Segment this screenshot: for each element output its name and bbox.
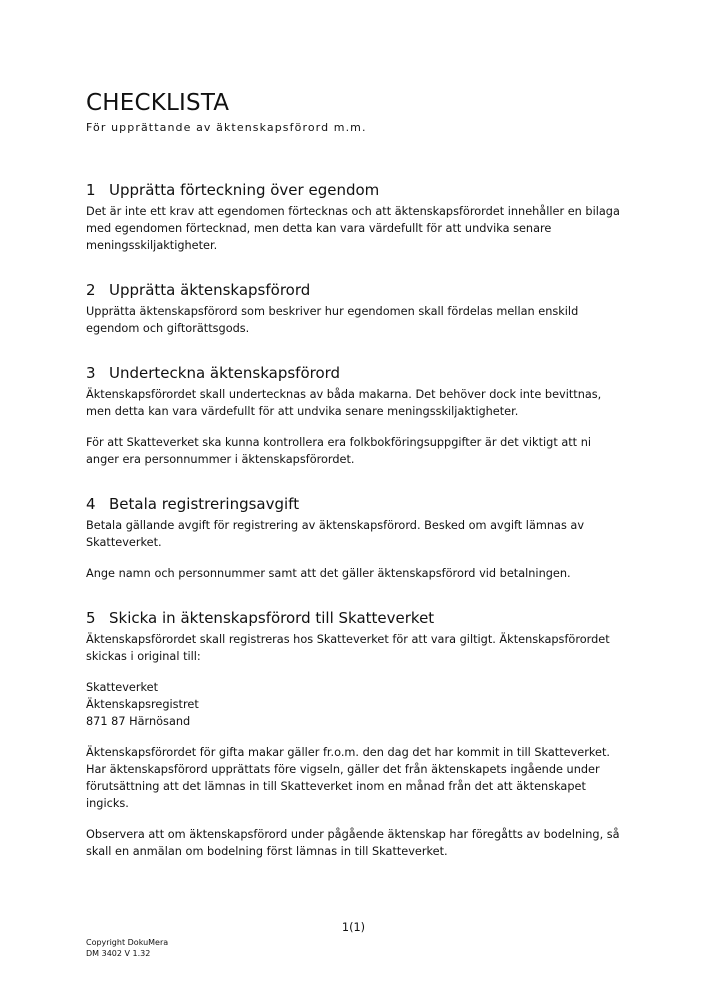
address-line: Skatteverket <box>86 681 159 694</box>
section-number: 1 <box>86 181 96 199</box>
document-content <box>86 88 626 860</box>
section-number: 2 <box>86 281 96 299</box>
section-1 <box>86 180 626 254</box>
page-number: 1(1) <box>341 921 366 934</box>
section-title: Betala registreringsavgift <box>109 495 300 513</box>
paragraph: Äktenskapsförordet skall registreras hos Skatteverket för att vara giltigt. Äktenskapsförordet skickas i original till: <box>86 633 610 663</box>
section-number: 3 <box>86 364 96 382</box>
section-heading <box>86 608 626 628</box>
section-title: Upprätta förteckning över egendom <box>109 181 380 199</box>
paragraph: Upprätta äktenskapsförord som beskriver hur egendomen skall fördelas mellan enskild egendom och giftorättsgods. <box>86 305 579 335</box>
section-title: Upprätta äktenskapsförord <box>109 281 311 299</box>
paragraph: Ange namn och personnummer samt att det gäller äktenskapsförord vid betalningen. <box>86 567 571 580</box>
address-line: 871 87 Härnösand <box>86 715 191 728</box>
copyright-text: Copyright DokuMera <box>86 938 169 947</box>
paragraph: Observera att om äktenskapsförord under pågående äktenskap har föregåtts av bodelning, så skall en anmälan om bodelning först lämnas in till Skatteverket. <box>86 828 620 858</box>
paragraph: För att Skatteverket ska kunna kontrollera era folkbokföringsuppgifter är det viktigt att ni anger era personnummer i äktenskapsförordet. <box>86 436 592 466</box>
section-heading <box>86 280 626 300</box>
section-number: 5 <box>86 609 96 627</box>
mailing-address <box>86 679 626 730</box>
document-subtitle: För upprättande av äktenskapsförord m.m. <box>86 121 367 134</box>
section-heading <box>86 494 626 514</box>
version-text: DM 3402 V 1.32 <box>86 949 151 958</box>
section-number: 4 <box>86 495 96 513</box>
paragraph: Betala gällande avgift för registrering av äktenskapsförord. Besked om avgift lämnas av Skatteverket. <box>86 519 585 549</box>
section-heading <box>86 180 626 200</box>
section-heading <box>86 363 626 383</box>
paragraph: Äktenskapsförordet skall undertecknas av båda makarna. Det behöver dock inte bevittnas, men detta kan vara värdefullt för att undvika senare meningsskiljaktigheter. <box>86 388 602 418</box>
paragraph: Det är inte ett krav att egendomen förtecknas och att äktenskapsförordet innehåller en bilaga med egendomen förtecknad, men detta kan vara värdefullt för att undvika senare meningsskiljaktigheter. <box>86 205 620 252</box>
document-title: CHECKLISTA <box>86 90 230 116</box>
section-5 <box>86 608 626 860</box>
paragraph: Äktenskapsförordet för gifta makar gäller fr.o.m. den dag det har kommit in till Skatteverket. Har äktenskapsförord upprättats före vigseln, gäller det från äktenskapets ingående under förutsättning att det lämnas in till Skatteverket inom en månad från det att äktenskapet ingicks. <box>86 746 610 810</box>
section-3 <box>86 363 626 468</box>
section-title: Skicka in äktenskapsförord till Skatteverket <box>109 609 435 627</box>
address-line: Äktenskapsregistret <box>86 698 199 711</box>
section-2 <box>86 280 626 337</box>
section-4 <box>86 494 626 582</box>
footer-copyright <box>86 937 168 959</box>
section-title: Underteckna äktenskapsförord <box>109 364 341 382</box>
